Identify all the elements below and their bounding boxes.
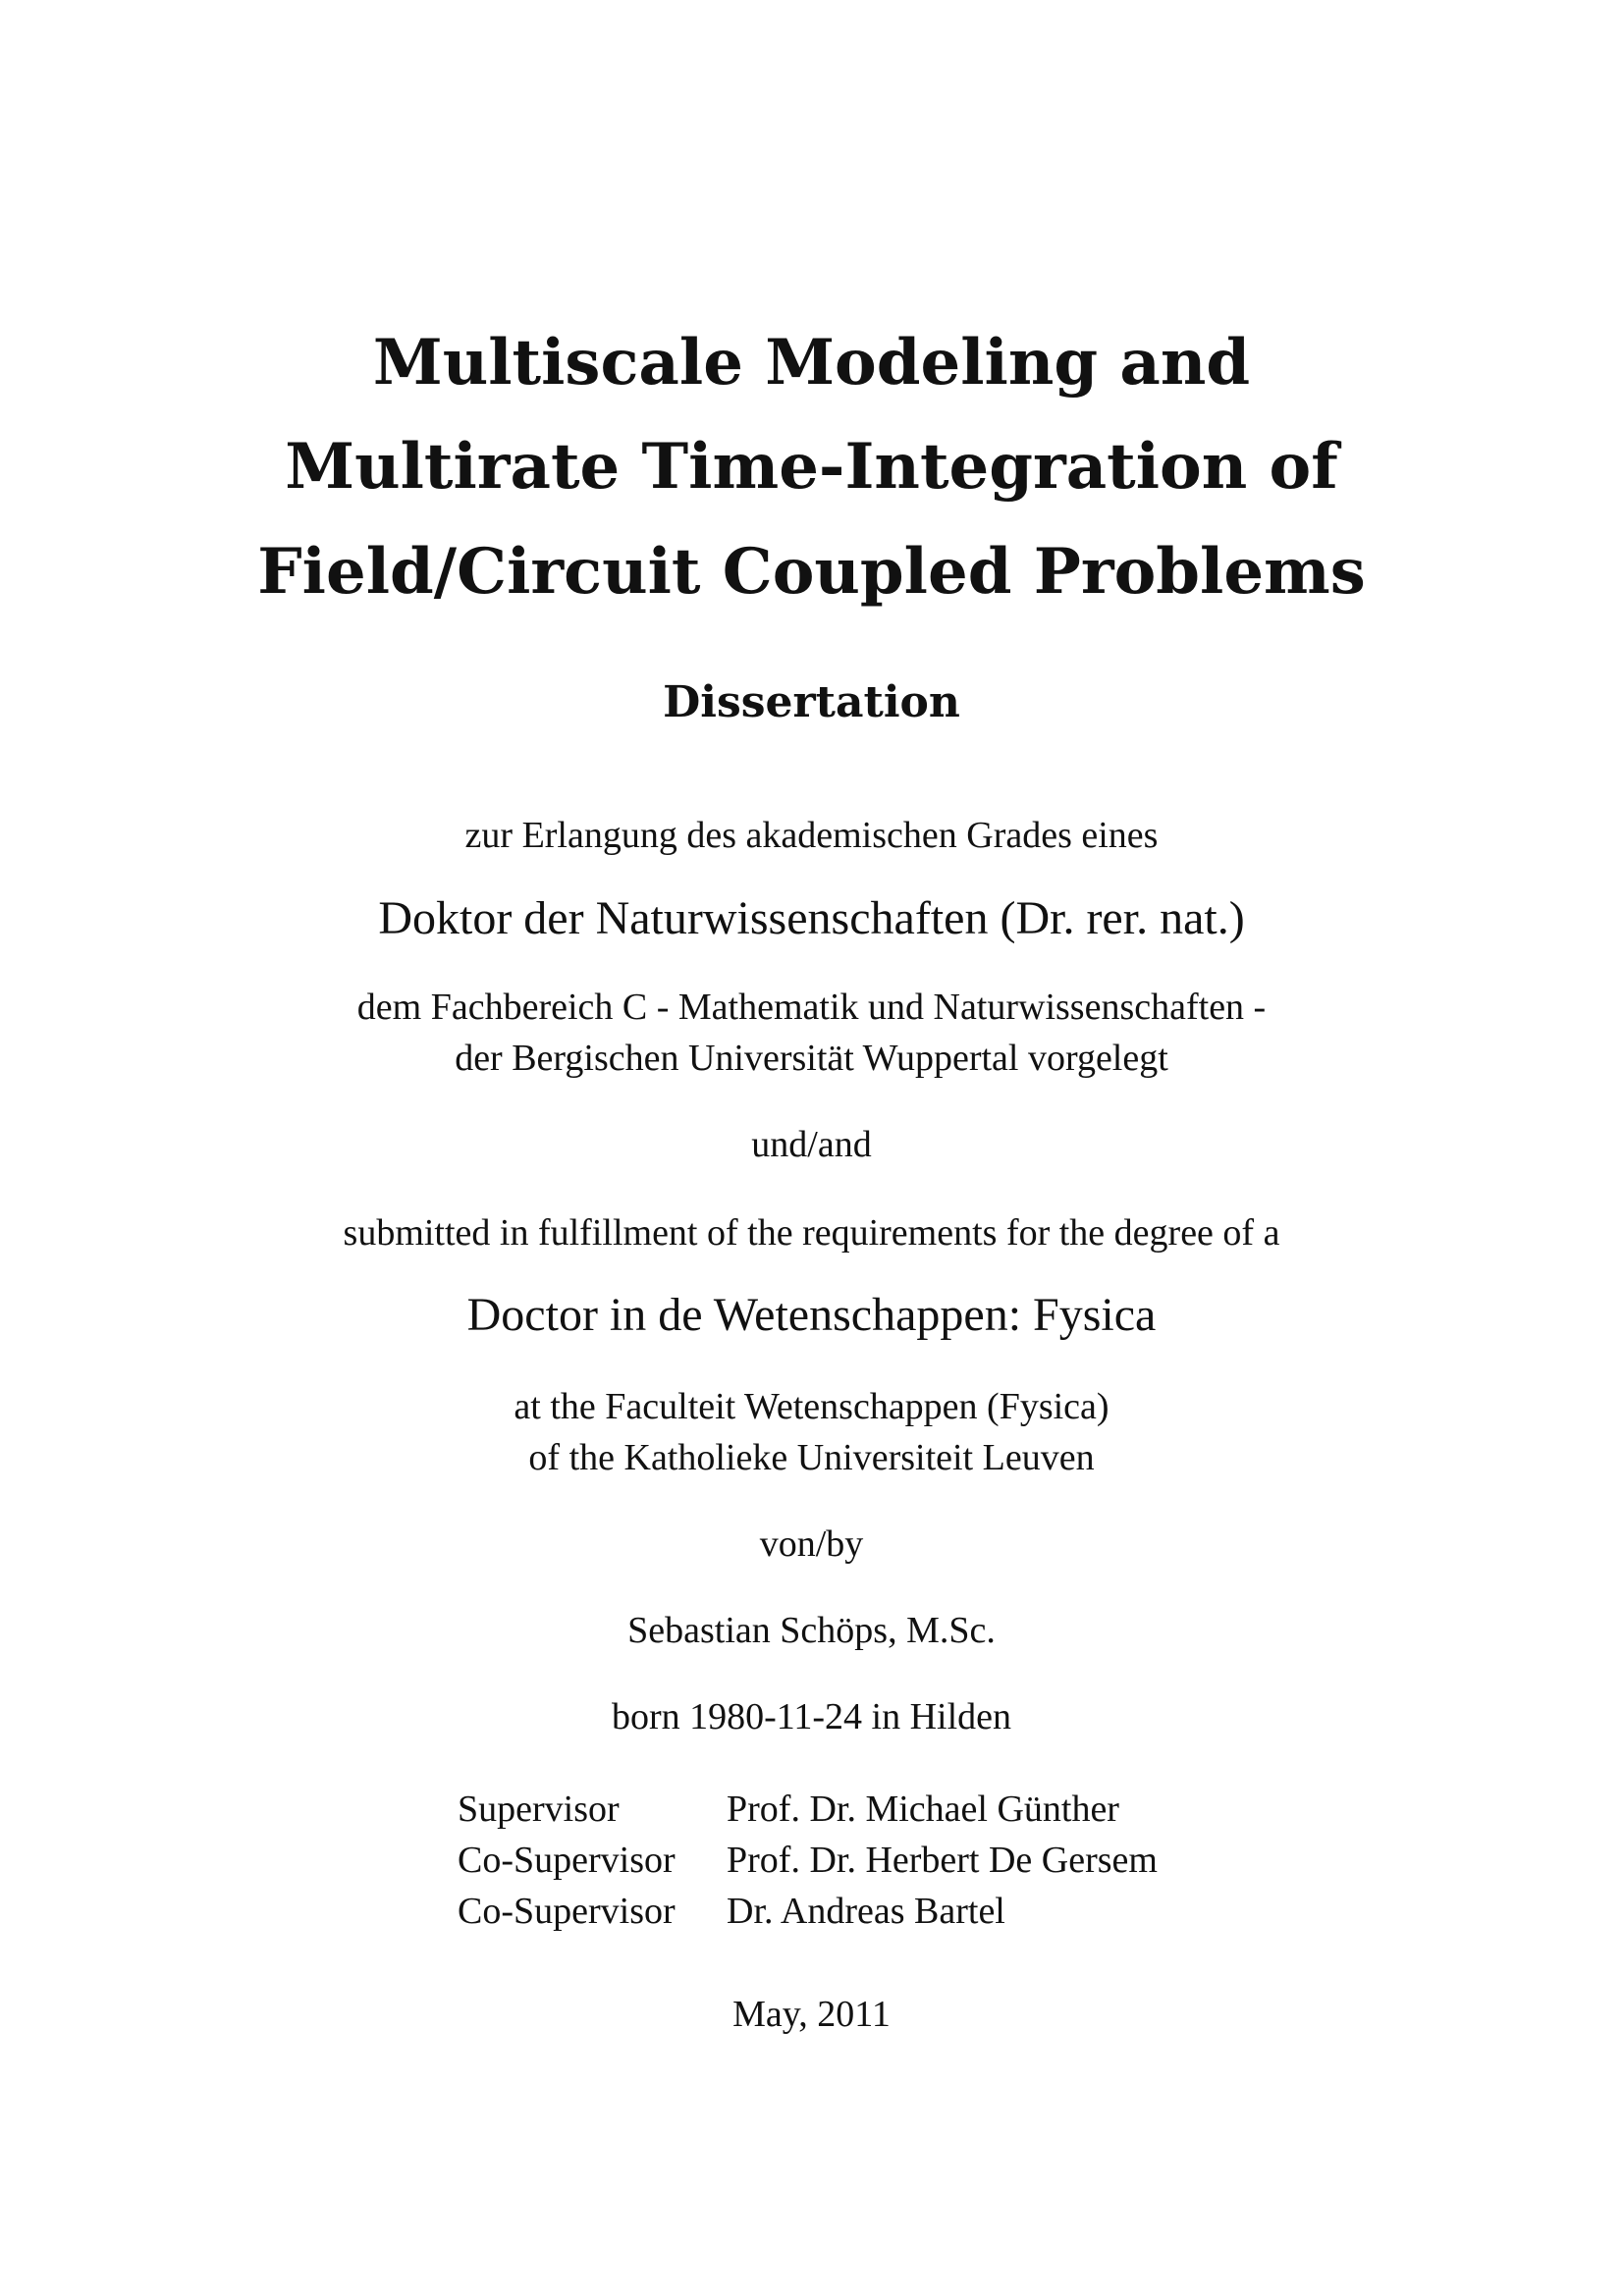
- degree-nl: Doctor in de Wetenschappen: Fysica: [466, 1289, 1157, 1341]
- faculty-de-line-1: dem Fachbereich C - Mathematik und Naturwissenschaften -: [356, 987, 1267, 1028]
- degree-intro-en: submitted in fulfillment of the requirements for the degree of a: [343, 1212, 1280, 1254]
- supervisor-name: Prof. Dr. Michael Günther: [727, 1789, 1119, 1830]
- by-text: von/by: [759, 1523, 864, 1565]
- supervisor-row: [458, 1835, 1158, 1886]
- supervisor-name: Prof. Dr. Herbert De Gersem: [727, 1840, 1158, 1881]
- document-type: Dissertation: [663, 677, 960, 727]
- supervisor-role: Supervisor: [458, 1789, 620, 1830]
- submission-date: May, 2011: [732, 1994, 891, 2035]
- faculty-de-line-2: der Bergischen Universität Wuppertal vorgelegt: [455, 1038, 1168, 1079]
- supervisor-role: Co-Supervisor: [458, 1891, 676, 1932]
- title-line-1: Multiscale Modeling and: [372, 326, 1251, 400]
- supervisor-name: Dr. Andreas Bartel: [727, 1891, 1005, 1932]
- supervisor-table: [458, 1784, 1158, 1937]
- birth-info: born 1980-11-24 in Hilden: [611, 1696, 1012, 1737]
- faculty-nl-line-2: of the Katholieke Universiteit Leuven: [528, 1437, 1095, 1478]
- supervisor-row: [458, 1886, 1158, 1937]
- supervisor-row: [458, 1784, 1158, 1835]
- title-line-2: Multirate Time-Integration of: [285, 430, 1338, 504]
- degree-intro-de: zur Erlangung des akademischen Grades eines: [464, 815, 1159, 856]
- supervisor-role: Co-Supervisor: [458, 1840, 676, 1881]
- and-text: und/and: [751, 1124, 872, 1165]
- author-name: Sebastian Schöps, M.Sc.: [627, 1610, 996, 1651]
- title-line-3: Field/Circuit Coupled Problems: [257, 535, 1366, 609]
- degree-de: Doktor der Naturwissenschaften (Dr. rer. nat.): [378, 892, 1245, 944]
- faculty-nl-line-1: at the Faculteit Wetenschappen (Fysica): [514, 1386, 1109, 1427]
